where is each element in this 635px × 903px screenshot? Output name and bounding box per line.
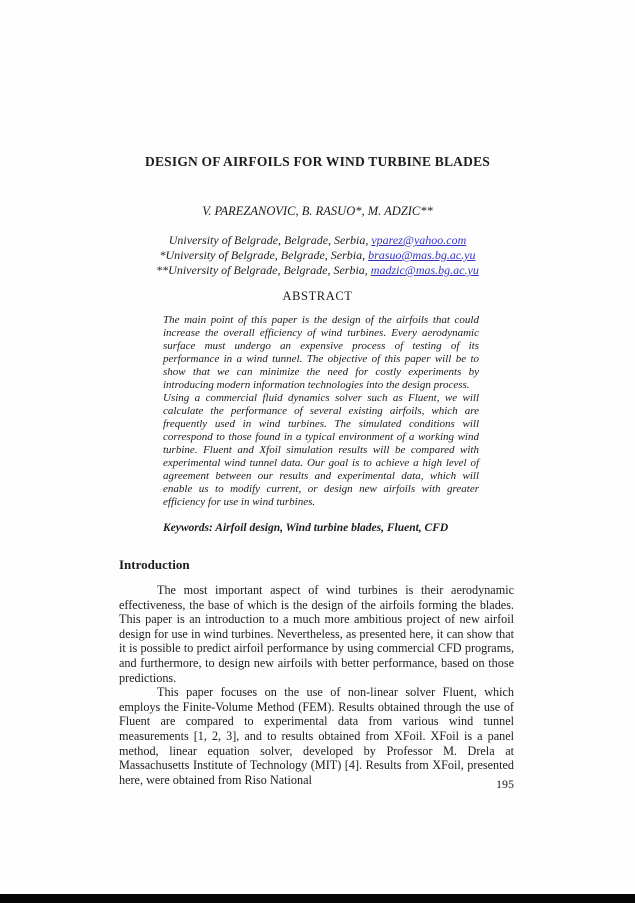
email-link[interactable]: vparez@yahoo.com <box>371 233 467 247</box>
affiliation-text: University of Belgrade, Belgrade, Serbia, <box>168 233 372 247</box>
scan-edge-bottom <box>0 894 635 903</box>
email-link[interactable]: madzic@mas.bg.ac.yu <box>370 263 479 277</box>
affiliation-text: **University of Belgrade, Belgrade, Serbia, <box>156 263 371 277</box>
introduction-body <box>119 583 514 787</box>
affiliation-line <box>0 233 635 248</box>
abstract-paragraph: The main point of this paper is the design of the airfoils that could increase the overall efficiency of wind turbines. Every aerodynamic surface must undergo an expensive process of testing of its performance in a wind tunnel. The objective of this paper will be to show that we can minimize the need for costly experiments by introducing modern information technologies into the design process. <box>163 314 479 391</box>
section-heading-introduction: Introduction <box>119 557 190 572</box>
page-number: 195 <box>496 777 514 791</box>
abstract-paragraph: Using a commercial fluid dynamics solver such as Fluent, we will calculate the performance of several existing airfoils, which are frequently used in wind turbines. The simulated conditions will correspond to those found in a typical environment of a working wind turbine. Fluent and Xfoil simulation results will be compared with experimental wind tunnel data. Our goal is to achieve a high level of agreement between our results and experimental data, which will enable us to modify current, or design new airfoils with greater efficiency for use in wind turbines. <box>163 392 479 508</box>
authors-line: V. PAREZANOVIC, B. RASUO*, M. ADZIC** <box>202 204 433 218</box>
affiliations-block <box>0 233 635 278</box>
keywords-line: Keywords: Airfoil design, Wind turbine blades, Fluent, CFD <box>163 522 449 534</box>
body-paragraph: This paper focuses on the use of non-linear solver Fluent, which employs the Finite-Volume Method (FEM). Results obtained through the use of Fluent are compared to experimental data from various wind tunnel measurements [1, 2, 3], and to results obtained from XFoil. XFoil is a panel method, linear equation solver, developed by Professor M. Drela at Massachusetts Institute of Technology (MIT) [4]. Results from XFoil, presented here, were obtained from Riso National <box>119 685 514 787</box>
body-paragraph: The most important aspect of wind turbines is their aerodynamic effectiveness, the base of which is the design of the airfoils forming the blades. This paper is an introduction to a much more ambitious project of new airfoil design for use in wind turbines. Nevertheless, as presented here, it can show that it is possible to predict airfoil performance by using commercial CFD programs, and furthermore, to design new airfoils with better performance, based on those predictions. <box>119 583 514 685</box>
abstract-heading: ABSTRACT <box>282 289 353 303</box>
affiliation-text: *University of Belgrade, Belgrade, Serbia, <box>159 248 369 262</box>
affiliation-line <box>0 248 635 263</box>
email-link[interactable]: brasuo@mas.bg.ac.yu <box>368 248 476 262</box>
abstract-body <box>163 314 479 509</box>
paper-title: DESIGN OF AIRFOILS FOR WIND TURBINE BLADES <box>145 154 490 169</box>
affiliation-line <box>0 263 635 278</box>
